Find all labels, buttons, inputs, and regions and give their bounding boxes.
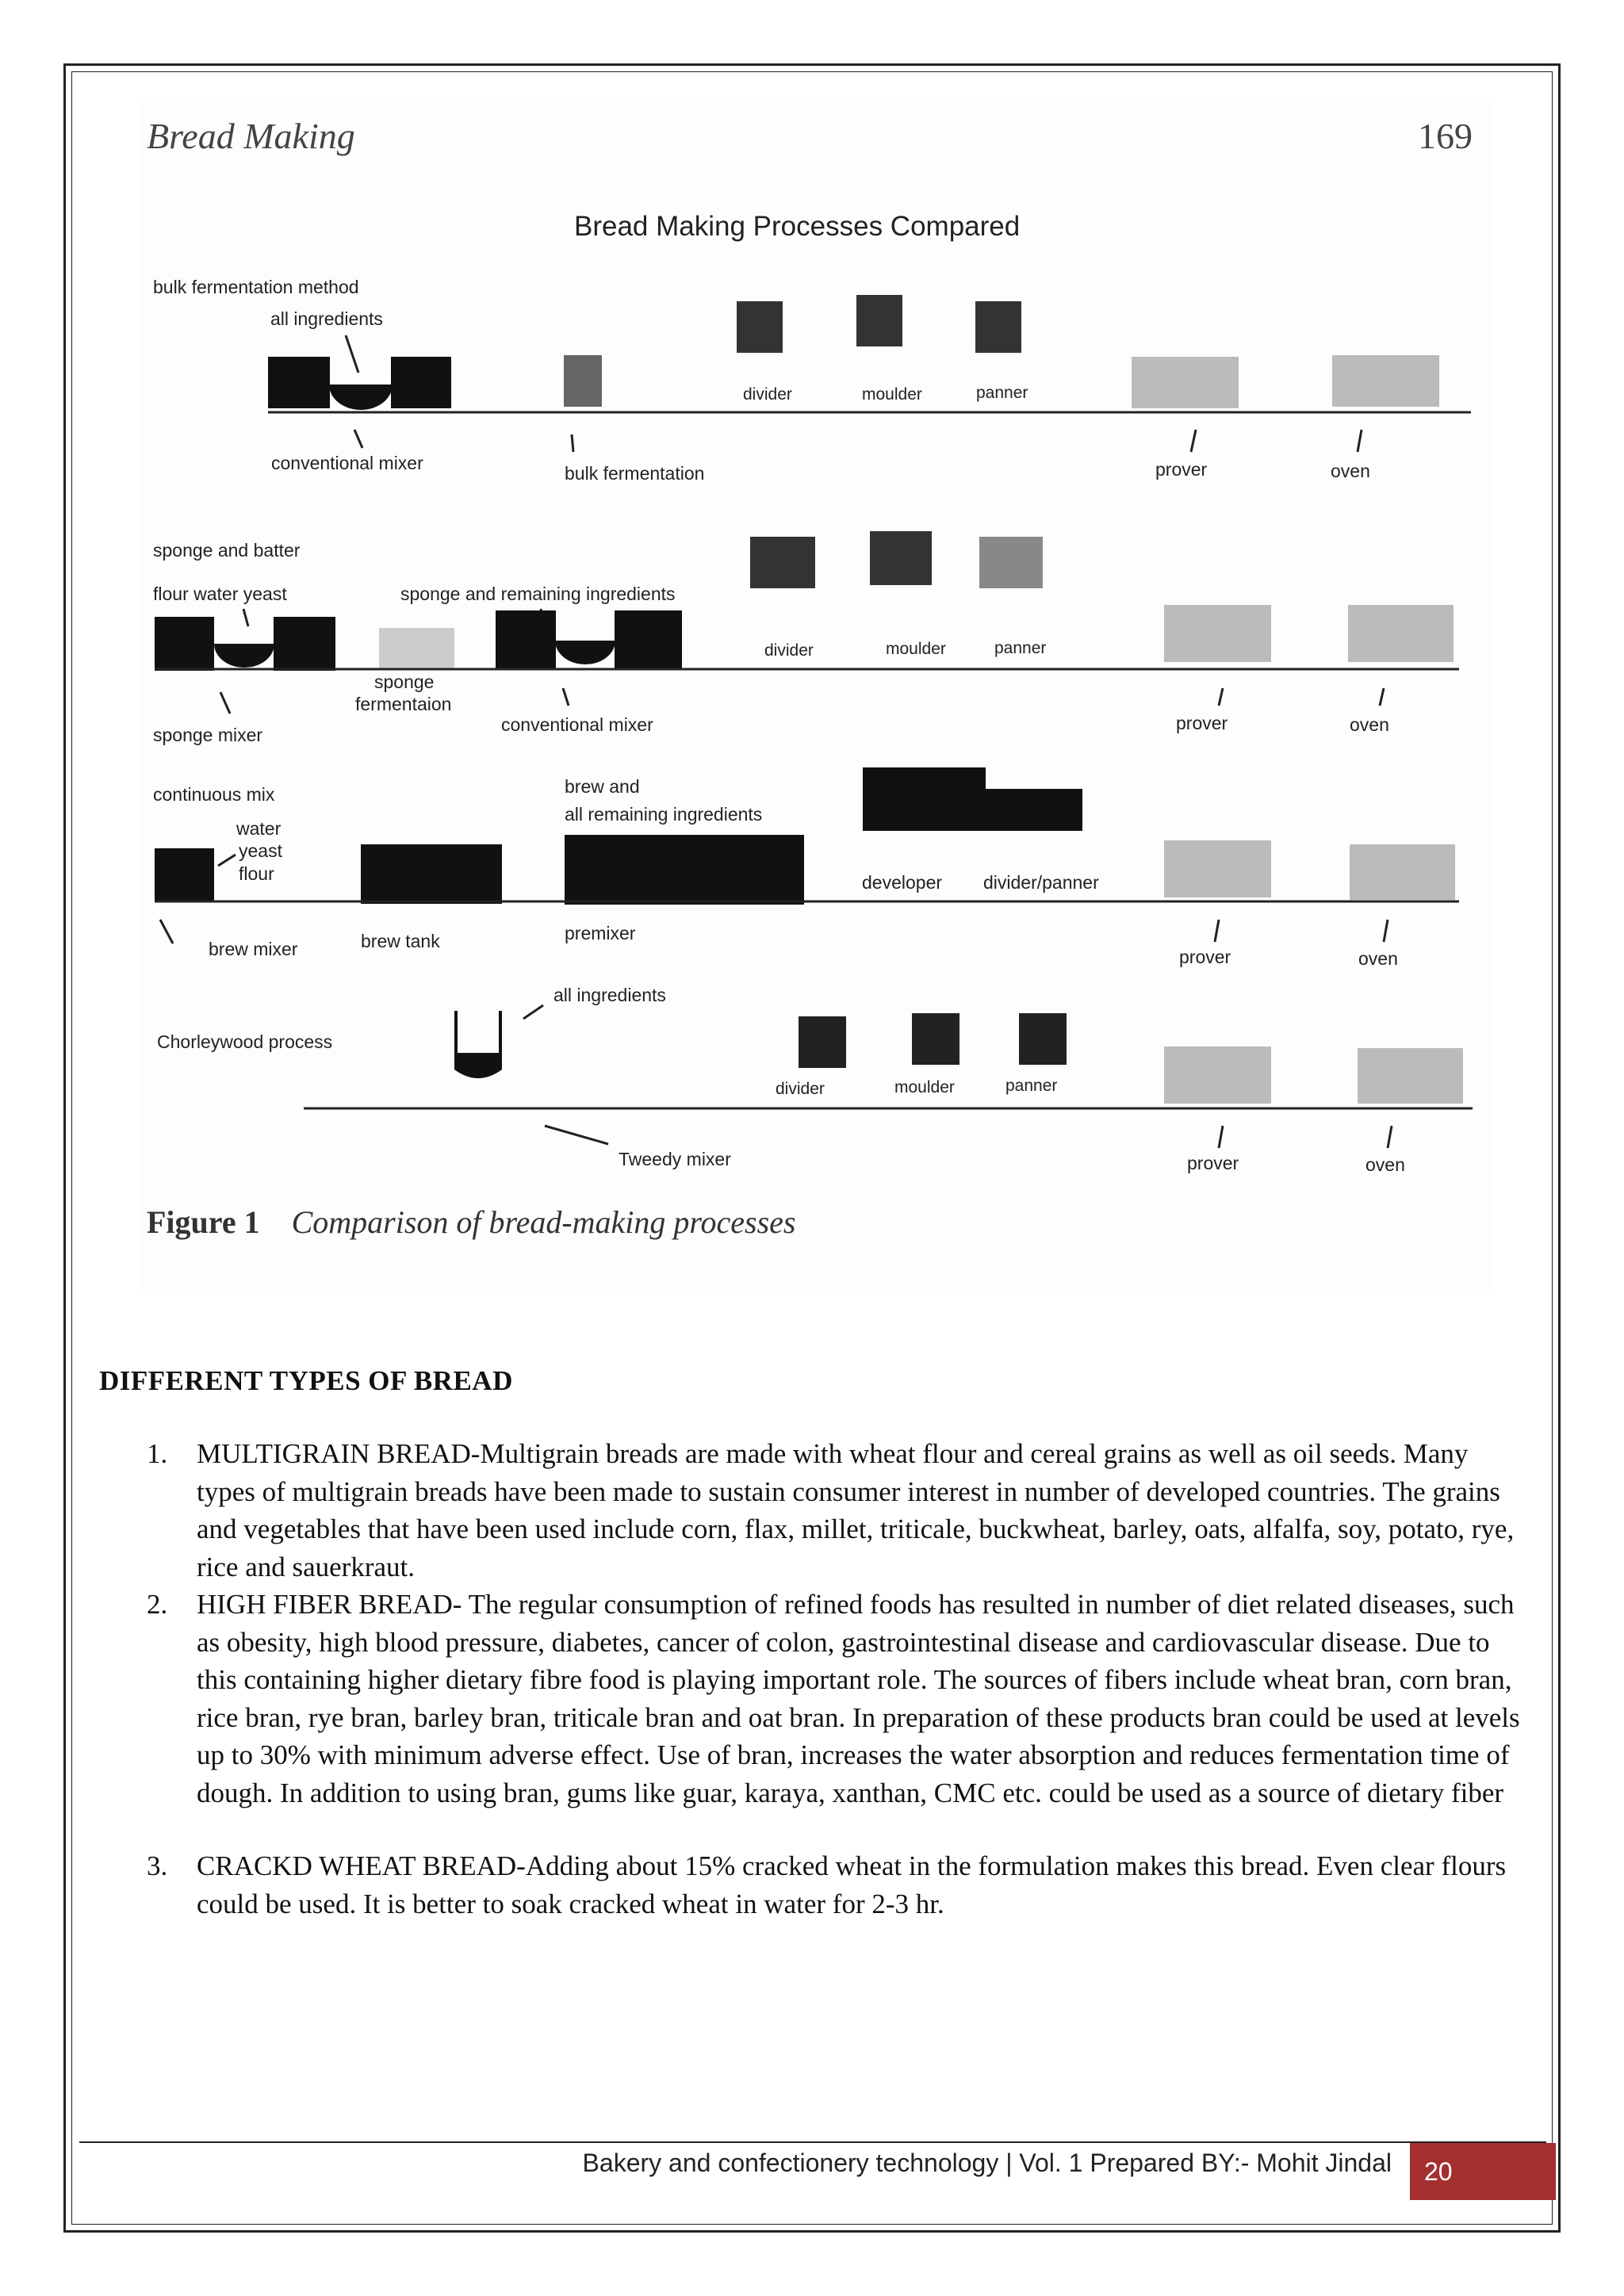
sponge-mixer-right xyxy=(274,617,335,671)
label-panner: panner xyxy=(994,639,1047,657)
oven-block xyxy=(1332,355,1439,407)
label-divider: divider xyxy=(776,1080,825,1098)
label-brew-mixer: brew mixer xyxy=(209,939,298,959)
pointer-tweedy xyxy=(545,1126,608,1144)
label-divider: divider xyxy=(764,641,814,660)
footer-text: Bakery and confectionery technology | Vol. 1 Prepared BY:- Mohit Jindal xyxy=(582,2149,1392,2177)
pointer-mixer xyxy=(354,430,362,448)
moulder-block xyxy=(912,1013,959,1065)
label-sponge-method: sponge and batter xyxy=(153,540,301,561)
sponge-mixer-bowl xyxy=(214,644,274,668)
list-item xyxy=(147,1435,1530,1586)
conv-mixer-bowl xyxy=(555,641,615,664)
pointer-sponge-mixer xyxy=(220,692,230,714)
label-chorleywood-method: Chorleywood process xyxy=(157,1031,333,1052)
label-all-ingredients: all ingredients xyxy=(553,985,666,1005)
figure-caption xyxy=(147,1203,795,1241)
list-item-text: HIGH FIBER BREAD- The regular consumption of refined foods has resulted in number of diet related diseases, such as obesity, high blood pressure, diabetes, cancer of colon, gastrointestinal disease and cardiovascular disease. Due to this containing higher dietary fibre food is playing important role. The sources of fibers include wheat bran, corn bran, rice bran, rye bran, barley bran, triticale bran and oat bran. In preparation of these products bran could be used at levels up to 30% with minimum adverse effect. Use of bran, increases the water absorption and reduces fermentation time of dough. In addition to using bran, gums like guar, karaya, xanthan, CMC etc. could be used as a source of dietary fiber xyxy=(197,1589,1520,1808)
label-prover: prover xyxy=(1176,713,1228,733)
prover-block xyxy=(1132,357,1239,408)
label-moulder: moulder xyxy=(894,1078,955,1096)
sponge-fermentation-block xyxy=(379,628,454,669)
label-all-ingredients: all ingredients xyxy=(270,308,383,329)
panner-block xyxy=(975,301,1021,353)
pointer-brew-mixer xyxy=(160,920,173,943)
divider-block xyxy=(737,301,783,353)
label-sponge-remaining: sponge and remaining ingredients xyxy=(400,584,676,604)
label-oven: oven xyxy=(1365,1154,1405,1175)
oven-block xyxy=(1350,844,1455,900)
list-item-number: 3. xyxy=(147,1850,168,1881)
figure-caption-label: Figure 1 xyxy=(147,1204,260,1240)
label-prover: prover xyxy=(1187,1153,1239,1173)
label-water: water xyxy=(236,818,282,839)
book-page-number: 169 xyxy=(1418,116,1473,156)
conv-mixer-left xyxy=(496,610,556,670)
prover-block xyxy=(1164,840,1271,897)
pointer-all-ingredients xyxy=(346,335,358,373)
label-continuous-method: continuous mix xyxy=(153,784,275,805)
list-item xyxy=(147,1847,1530,1923)
brew-mixer-block xyxy=(155,848,214,902)
oven-block xyxy=(1348,605,1454,662)
pointer-prover xyxy=(1191,430,1196,452)
label-all-remaining: all remaining ingredients xyxy=(565,804,763,825)
label-prover: prover xyxy=(1155,459,1208,480)
pointer-oven xyxy=(1388,1126,1392,1148)
divider-block xyxy=(750,537,815,588)
row-bulk-fermentation xyxy=(153,277,1471,484)
prover-block xyxy=(1164,605,1271,662)
oven-block xyxy=(1358,1048,1463,1104)
label-oven: oven xyxy=(1350,714,1389,735)
mixer-bowl xyxy=(329,385,393,410)
label-prover: prover xyxy=(1179,947,1231,967)
footer-rule xyxy=(79,2141,1546,2143)
label-sponge-fermentation-2: fermentaion xyxy=(355,694,452,714)
label-yeast: yeast xyxy=(239,840,282,861)
label-divider-panner: divider/panner xyxy=(983,872,1099,893)
prover-block xyxy=(1164,1047,1271,1104)
pointer-bulk xyxy=(572,434,573,452)
pointer-fwy xyxy=(243,609,248,626)
label-moulder: moulder xyxy=(886,640,946,658)
list-item-number: 1. xyxy=(147,1438,168,1469)
list-item-number: 2. xyxy=(147,1589,168,1620)
label-divider: divider xyxy=(743,385,792,404)
row-sponge-and-batter xyxy=(153,531,1459,745)
label-tweedy-mixer: Tweedy mixer xyxy=(619,1149,731,1169)
mixer-block-left xyxy=(268,357,330,408)
developer-block xyxy=(863,767,986,831)
conv-mixer-right xyxy=(615,610,682,670)
label-moulder: moulder xyxy=(862,385,922,404)
pointer-conv-mixer xyxy=(563,688,569,706)
label-sponge-fermentation-1: sponge xyxy=(374,672,435,692)
bread-process-diagram xyxy=(139,182,1491,1245)
label-brew-and: brew and xyxy=(565,776,640,797)
figure-title: Bread Making Processes Compared xyxy=(574,211,1021,242)
pointer-all-ingredients xyxy=(523,1005,543,1019)
bulk-fermentation-block xyxy=(564,355,602,407)
pointer-oven xyxy=(1384,920,1388,942)
book-running-title: Bread Making xyxy=(147,116,355,156)
bread-types-list xyxy=(147,1435,1530,1923)
label-brew-tank: brew tank xyxy=(361,931,440,951)
premixer-block xyxy=(565,835,804,905)
label-oven: oven xyxy=(1358,948,1398,969)
list-item-text: MULTIGRAIN BREAD-Multigrain breads are made with wheat flour and cereal grains as well as oil seeds. Many types of multigrain breads have been made to sustain consumer interest in number of developed countries. The grains and vegetables that have been used include corn, flax, millet, triticale, buckwheat, barley, oats, alfalfa, soy, potato, rye, rice and sauerkraut. xyxy=(197,1438,1515,1582)
label-developer: developer xyxy=(862,872,943,893)
label-oven: oven xyxy=(1331,461,1370,481)
panner-block xyxy=(1019,1013,1067,1065)
figure-caption-text: Comparison of bread-making processes xyxy=(291,1204,796,1240)
label-panner: panner xyxy=(976,384,1028,402)
pointer-oven xyxy=(1358,430,1362,452)
label-conventional-mixer: conventional mixer xyxy=(271,453,423,473)
divider-panner-block xyxy=(986,789,1082,831)
label-flour-water-yeast: flour water yeast xyxy=(153,584,287,604)
row-continuous-mix xyxy=(153,767,1459,969)
mixer-block-right xyxy=(391,357,451,408)
pointer-ingredients xyxy=(218,855,236,866)
list-item-text: CRACKD WHEAT BREAD-Adding about 15% cracked wheat in the formulation makes this bread. Even clear flours could be used. It is better to soak cracked wheat in water for 2-3 hr. xyxy=(197,1850,1507,1919)
label-bulk-fermentation: bulk fermentation xyxy=(565,463,705,484)
label-premixer: premixer xyxy=(565,923,636,943)
pointer-oven xyxy=(1380,688,1384,706)
pointer-prover xyxy=(1219,688,1223,706)
label-panner: panner xyxy=(1005,1077,1058,1095)
row-chorleywood xyxy=(157,985,1473,1175)
label-sponge-mixer: sponge mixer xyxy=(153,725,263,745)
pointer-prover xyxy=(1215,920,1219,942)
label-bulk-method: bulk fermentation method xyxy=(153,277,359,297)
pointer-prover xyxy=(1219,1126,1223,1148)
moulder-block xyxy=(856,295,902,346)
brew-tank-block xyxy=(361,844,502,904)
label-flour: flour xyxy=(239,863,274,884)
panner-block xyxy=(979,537,1043,588)
divider-block xyxy=(799,1016,846,1068)
list-item xyxy=(147,1586,1530,1812)
page-number-badge: 20 xyxy=(1410,2143,1556,2200)
sponge-mixer-left xyxy=(155,617,214,671)
section-heading: DIFFERENT TYPES OF BREAD xyxy=(99,1365,513,1396)
label-conventional-mixer: conventional mixer xyxy=(501,714,653,735)
moulder-block xyxy=(870,531,932,585)
